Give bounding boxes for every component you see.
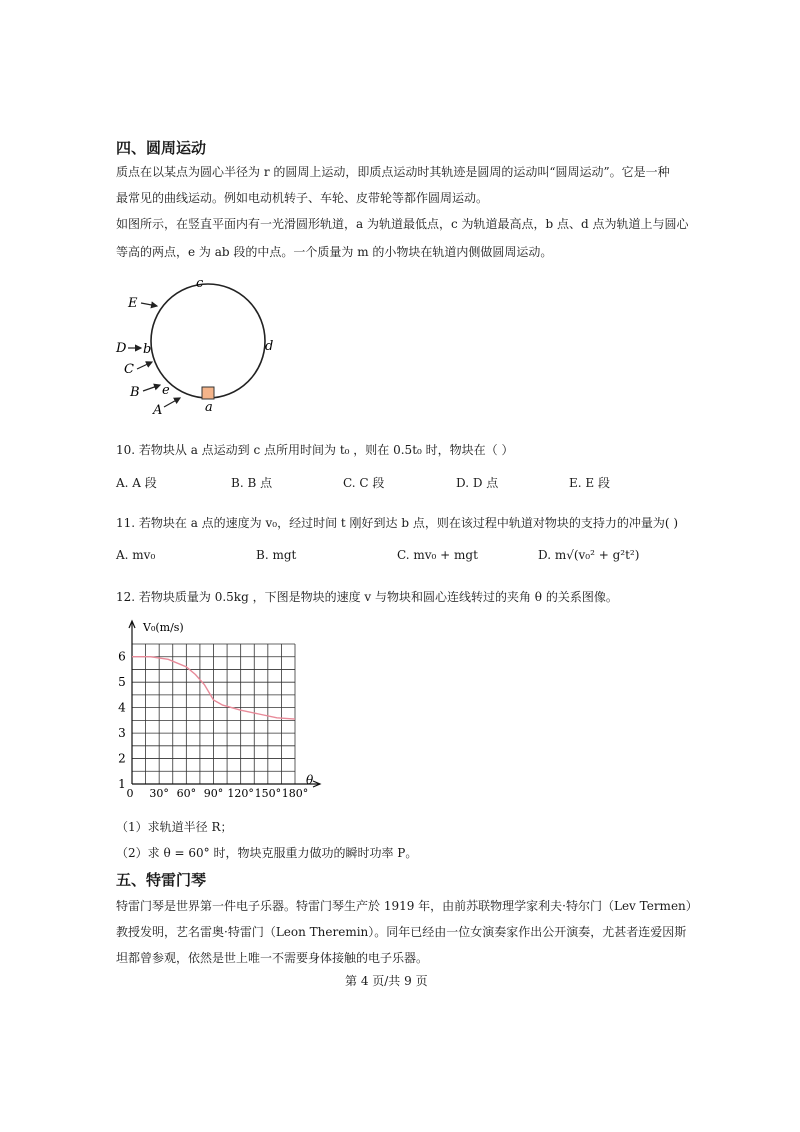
section4-heading: 四、圆周运动 <box>116 139 207 157</box>
question-11-stem: 11. 若物块在 a 点的速度为 v₀，经过时间 t 刚好到达 b 点，则在该过程中轨道对物块的支持力的冲量为( ) <box>116 516 679 530</box>
x-tick-label: 30° <box>149 787 169 800</box>
block-square <box>202 387 214 399</box>
question-11-option-d: D. m√(v₀² + g²t²) <box>538 548 640 562</box>
question-10-option-a: A. A 段 <box>116 476 157 490</box>
question-11-option-a: A. mv₀ <box>116 548 156 562</box>
question-10-option-d: D. D 点 <box>456 476 499 490</box>
section5-paragraph-line3: 坦都曾参观，依然是世上唯一不需要身体接触的电子乐器。 <box>116 951 429 965</box>
label-b: b <box>143 342 152 357</box>
track-circle <box>151 284 265 398</box>
question-11-option-b: B. mgt <box>256 548 297 562</box>
section5-paragraph-line1: 特雷门琴是世界第一件电子乐器。特雷门琴生产於 1919 年，由前苏联物理学家利夫·特尔门（Lev Termen） <box>116 899 698 913</box>
y-tick-label: 3 <box>118 726 126 741</box>
y-tick-label: 5 <box>118 675 126 690</box>
arrow-E <box>141 303 157 306</box>
chart-y-axis-label: V₀(m/s) <box>143 621 184 634</box>
chart-grid <box>132 644 295 784</box>
chart-axes <box>129 621 320 787</box>
x-tick-label: 180° <box>281 787 309 800</box>
x-tick-label: 60° <box>176 787 197 800</box>
question-10-option-b: B. B 点 <box>231 476 273 490</box>
arrow-A <box>164 398 180 407</box>
x-tick-label: 0 <box>126 787 134 800</box>
label-d: d <box>265 339 274 354</box>
section5-heading: 五、特雷门琴 <box>116 871 207 889</box>
question-12-sub1: （1）求轨道半径 R； <box>116 820 233 834</box>
question-11-option-c: C. mv₀ + mgt <box>397 548 478 562</box>
circular-track-diagram <box>110 270 290 420</box>
y-tick-label: 6 <box>118 649 126 664</box>
label-e: e <box>162 383 170 398</box>
label-B: B <box>130 385 140 400</box>
y-tick-label: 2 <box>118 751 126 766</box>
chart-x-axis-label: θ <box>306 773 314 787</box>
page-footer: 第 4 页/共 9 页 <box>345 974 428 988</box>
question-10-option-c: C. C 段 <box>343 476 385 490</box>
x-tick-label: 90° <box>203 787 224 800</box>
arrow-C <box>137 362 152 369</box>
section4-paragraph-line4: 等高的两点，e 为 ab 段的中点。一个质量为 m 的小物块在轨道内侧做圆周运动。 <box>116 245 553 259</box>
section4-paragraph-line2: 最常见的曲线运动。例如电动机转子、车轮、皮带轮等都作圆周运动。 <box>116 191 489 205</box>
section4-paragraph-line1: 质点在以某点为圆心半径为 r 的圆周上运动，即质点运动时其轨迹是圆周的运动叫“圆周运动”。它是一种 <box>116 165 670 179</box>
question-12-sub2: （2）求 θ = 60° 时，物块克服重力做功的瞬时功率 P。 <box>116 846 418 860</box>
x-tick-label: 120° <box>227 787 254 800</box>
section5-paragraph-line2: 教授发明，艺名雷奥·特雷门（Leon Theremin）。同年已经由一位女演奏家作出公开演奏，尤甚者连爱因斯 <box>116 925 687 939</box>
label-c: c <box>196 276 204 291</box>
label-D: D <box>116 341 127 356</box>
label-E: E <box>128 296 138 311</box>
question-12-stem: 12. 若物块质量为 0.5kg ，下图是物块的速度 v 与物块和圆心连线转过的夹角 θ 的关系图像。 <box>116 590 618 604</box>
label-a: a <box>205 400 213 415</box>
label-C: C <box>124 362 134 377</box>
section4-paragraph-line3: 如图所示，在竖直平面内有一光滑圆形轨道，a 为轨道最低点，c 为轨道最高点，b 点、d 点为轨道上与圆心 <box>116 217 689 231</box>
question-10-stem: 10. 若物块从 a 点运动到 c 点所用时间为 t₀ ，则在 0.5t₀ 时，物块在（ ） <box>116 443 514 457</box>
y-tick-label: 1 <box>118 777 126 791</box>
velocity-angle-chart <box>110 614 325 804</box>
arrow-B <box>143 385 160 391</box>
label-A: A <box>153 403 163 418</box>
y-tick-label: 4 <box>118 700 126 715</box>
question-10-option-e: E. E 段 <box>569 476 610 490</box>
x-tick-label: 150° <box>254 787 282 800</box>
